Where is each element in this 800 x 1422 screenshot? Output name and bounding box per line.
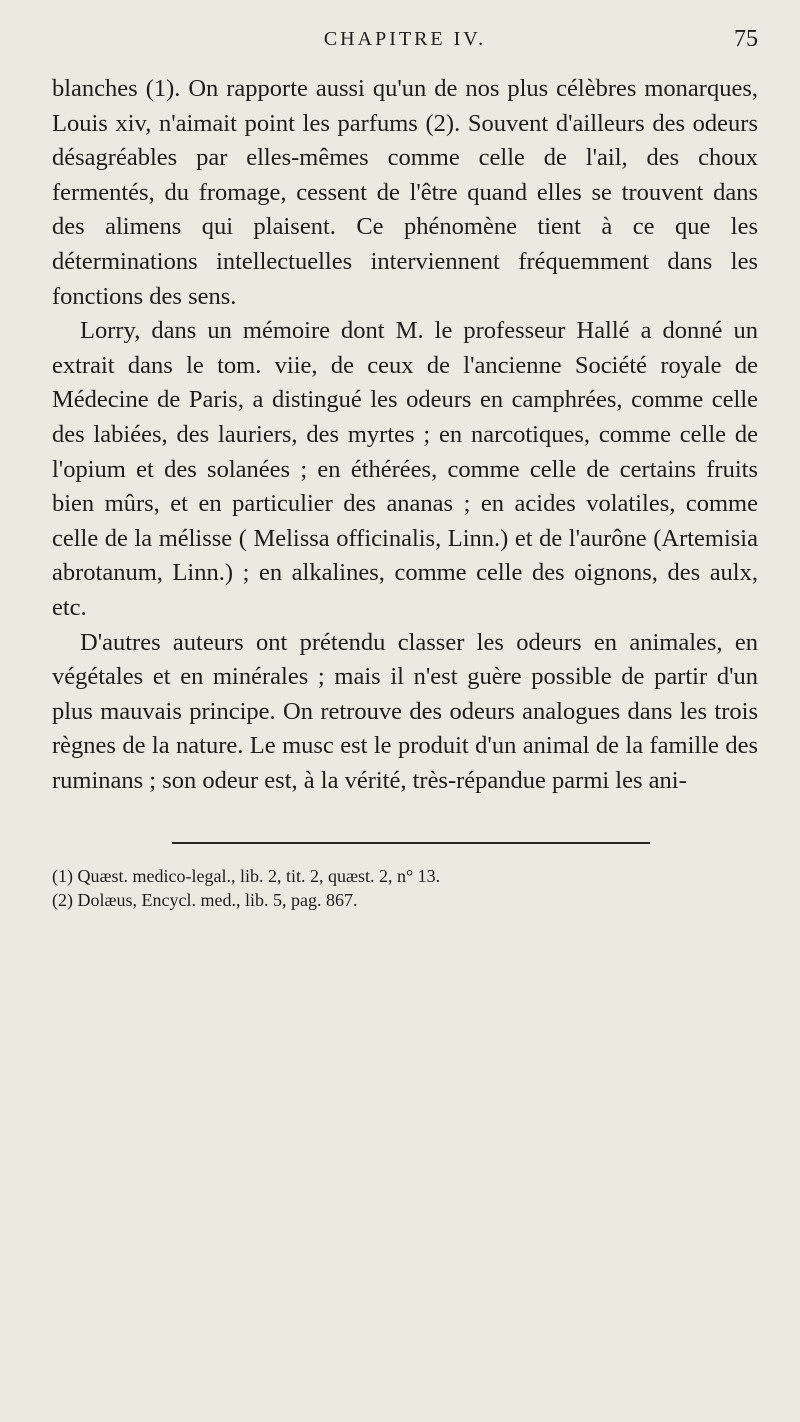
paragraph: blanches (1). On rapporte aussi qu'un de nos plus célèbres monarques, Louis xiv, n'aimait point les parfums (2). Souvent d'ailleurs des odeurs désagréables par elles-mêmes comme celle de l'ail, des choux fermentés, du fromage, cessent de l'être quand elles se trouvent dans des alimens qui plaisent. Ce phénomène tient à ce que les déterminations intellectuelles interviennent fréquemment dans les fonctions des sens. — [52, 75, 758, 310]
footnote: (1) Quæst. medico-legal., lib. 2, tit. 2, quæst. 2, n° 13. — [52, 866, 441, 887]
paragraph: D'autres auteurs ont prétendu classer les odeurs en animales, en végétales et en minérales ; mais il n'est guère possible de partir d'un plus mauvais principe. On retrouve des odeurs analogues dans les trois règnes de la nature. Le musc est le produit d'un animal de la famille des ruminans ; son odeur est, à la vérité, très-répandue parmi les ani- — [52, 628, 758, 794]
footnote: (2) Dolæus, Encycl. med., lib. 5, pag. 867. — [52, 890, 358, 911]
page-number: 75 — [734, 26, 758, 52]
body-text — [52, 72, 758, 798]
chapter-title: CHAPITRE IV. — [323, 28, 487, 50]
book-page — [52, 26, 758, 912]
running-head — [52, 26, 758, 72]
footnotes — [52, 864, 758, 912]
footnote-divider — [172, 842, 650, 844]
paragraph: Lorry, dans un mémoire dont M. le professeur Hallé a donné un extrait dans le tom. viie, de ceux de l'ancienne Société royale de Médecine de Paris, a distingué les odeurs en camphrées, comme celle des labiées, des lauriers, des myrtes ; en narcotiques, comme celle de l'opium et des solanées ; en éthérées, comme celle de certains fruits bien mûrs, et en particulier des ananas ; en acides volatiles, comme celle de la mélisse ( Melissa officinalis, Linn.) et de l'aurône (Artemisia abrotanum, Linn.) ; en alkalines, comme celle des oignons, des aulx, etc. — [52, 317, 758, 621]
